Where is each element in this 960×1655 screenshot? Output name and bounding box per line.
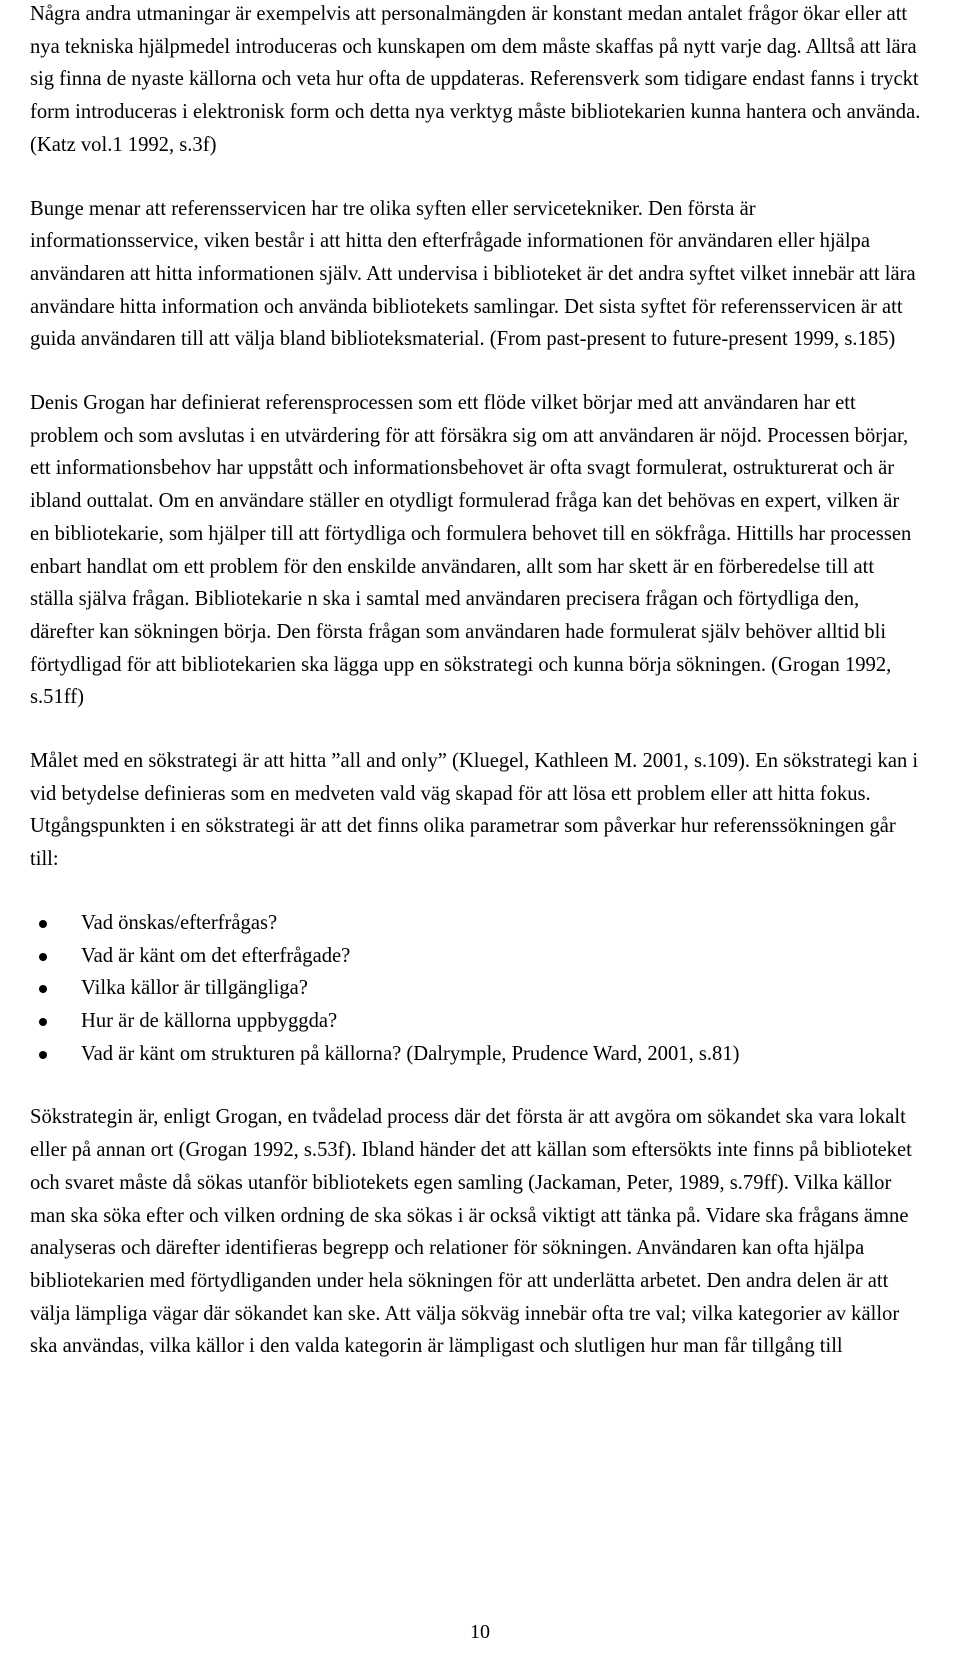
paragraph-bunge-reference-service: Bunge menar att referensservicen har tre olika syften eller servicetekniker. Den första är informationsservice, viken består i att hitta den efterfrågade informationen för användaren eller hjälpa användaren att hitta informationen själv. Att undervisa i biblioteket är det andra syftet vilket innebär att lära användare hitta information och använda bibliotekets samlingar. Det sista syftet för referensservicen är att guida användaren till att välja bland biblioteksmaterial. (From past-present to future-present 1999, s.185): [30, 197, 916, 351]
paragraph-challenges: Några andra utmaningar är exempelvis att personalmängden är konstant medan antalet frågor ökar eller att nya tekniska hjälpmedel introduceras och kunskapen om dem måste skaffas på nytt varje dag. Alltså att lära sig finna de nyaste källorna och veta hur ofta de uppdateras. Referensverk som tidigare endast fanns i tryckt form introduceras i elektronisk form och detta nya verktyg måste bibliotekarien kunna hantera och använda. (Katz vol.1 1992, s.3f): [30, 3, 921, 156]
paragraph-search-strategy: Målet med en sökstrategi är att hitta ”all and only” (Kluegel, Kathleen M. 2001, s.109). En sökstrategi kan i vid betydelse definieras som en medveten vald väg skapad för att lösa ett problem eller att hitta fokus. Utgångspunkten i en sökstrategi är att det finns olika parametrar som påverkar hur referenssökningen går till:: [30, 750, 919, 871]
list-item: [30, 907, 922, 940]
bullet-icon: [39, 953, 47, 961]
parameter-bullet-list: [30, 907, 922, 1071]
page-number: 10: [470, 1621, 490, 1643]
bullet-icon: [39, 1051, 47, 1059]
list-item: [30, 1038, 922, 1071]
list-item-text: Vad är känt om det efterfrågade?: [81, 944, 351, 967]
list-item: [30, 1005, 922, 1038]
list-item: [30, 972, 922, 1005]
list-item: [30, 940, 922, 973]
paragraph-grogan-reference-process: Denis Grogan har definierat referensprocessen som ett flöde vilket börjar med att användaren har ett problem och som avslutas i en utvärdering för att försäkra sig om att användaren är nöjd. Processen börjar, ett informationsbehov har uppstått och informationsbehovet är ofta svagt formulerat, ostrukturerat och är ibland outtalat. Om en användare ställer en otydligt formulerad fråga kan det behövas en expert, vilken är en bibliotekarie, som hjälper till att förtydliga och formulera behovet till en sökfråga. Hittills har processen enbart handlat om ett problem för den enskilde användaren, allt som har skett är en förberedelse till att ställa själva frågan. Bibliotekarie n ska i samtal med användaren precisera frågan och förtydliga den, därefter kan sökningen börja. Den första frågan som användaren hade formulerat själv behöver alltid bli förtydligad för att bibliotekarien ska lägga upp en sökstrategi och kunna börja sökningen. (Grogan 1992, s.51ff): [30, 392, 912, 709]
list-item-text: Vilka källor är tillgängliga?: [81, 977, 308, 1000]
list-item-text: Vad är känt om strukturen på källorna? (Dalrymple, Prudence Ward, 2001, s.81): [81, 1042, 740, 1065]
list-item-text: Vad önskas/efterfrågas?: [81, 911, 278, 934]
paragraph-two-part-process: Sökstrategin är, enligt Grogan, en tvådelad process där det första är att avgöra om sökandet ska vara lokalt eller på annan ort (Grogan 1992, s.53f). Ibland händer det att källan som eftersökts inte finns på biblioteket och svaret måste då sökas utanför bibliotekets egen samling (Jackaman, Peter, 1989, s.79ff). Vilka källor man ska söka efter och vilken ordning de ska sökas i är också viktigt att tänka på. Vidare ska frågans ämne analyseras och därefter identifieras begrepp och relationer för sökningen. Användaren kan ofta hjälpa bibliotekarien med förtydliganden under hela sökningen för att underlätta arbetet. Den andra delen är att välja lämpliga vägar där sökandet kan ske. Att välja sökväg innebär ofta tre val; vilka kategorier av källor ska användas, vilka källor i den valda kategorin är lämpligast och slutligen hur man får tillgång till: [30, 1106, 912, 1358]
bullet-icon: [39, 985, 47, 993]
list-item-text: Hur är de källorna uppbyggda?: [81, 1009, 338, 1032]
bullet-icon: [39, 920, 47, 928]
bullet-icon: [39, 1018, 47, 1026]
